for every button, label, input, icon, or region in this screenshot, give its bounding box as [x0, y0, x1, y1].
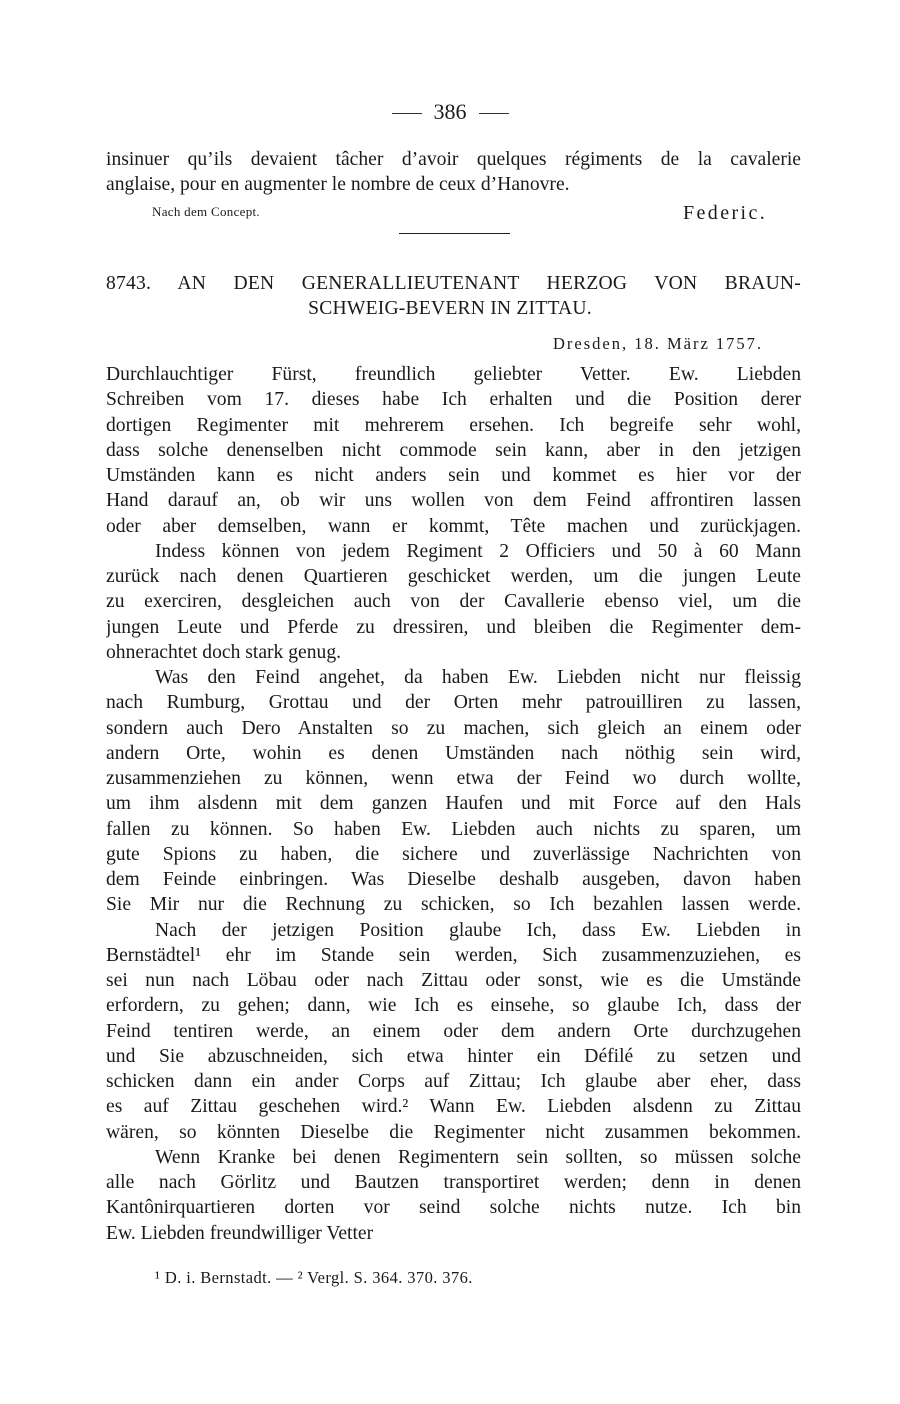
- body-line: gute Spions zu haben, die sichere und zuverlässige Nachrichten von: [106, 844, 801, 865]
- body-line: Umständen kann es nicht anders sein und kommet es hier vor der: [106, 465, 801, 486]
- place-date: Dresden, 18. März 1757.: [553, 334, 764, 353]
- body-line: wären, so könnten Dieselbe die Regimenter nicht zusammen bekommen.: [106, 1122, 801, 1143]
- body-line: Durchlauchtiger Fürst, freundlich geliebter Vetter. Ew. Liebden: [106, 364, 801, 385]
- section-divider: [399, 233, 510, 234]
- body-line: zusammenziehen zu können, wenn etwa der Feind wo durch wollte,: [106, 768, 801, 789]
- body-line: jungen Leute und Pferde zu dressiren, und bleiben die Regimenter dem-: [106, 617, 801, 638]
- body-line: dem Feinde einbringen. Was Dieselbe deshalb ausgeben, davon haben: [106, 869, 801, 890]
- previous-letter-line-1: insinuer qu’ils devaient tâcher d’avoir quelques régiments de la cavalerie: [106, 149, 801, 170]
- body-line: zurück nach denen Quartieren geschicket werden, um die jungen Leute: [106, 566, 801, 587]
- body-line: andern Orte, wohin es denen Umständen nach nöthig sein wird,: [106, 743, 801, 764]
- body-line: alle nach Görlitz und Bautzen transportiret werden; denn in denen: [106, 1172, 801, 1193]
- body-line: Wenn Kranke bei denen Regimentern sein sollten, so müssen solche: [155, 1147, 801, 1168]
- body-line: dortigen Regimenter mit mehrerem ersehen. Ich begreife sehr wohl,: [106, 415, 801, 436]
- header-dash-right: [479, 113, 509, 114]
- body-line: Hand darauf an, ob wir uns wollen von dem Feind affrontiren lassen: [106, 490, 801, 511]
- letter-title-1: AN DEN GENERALLIEUTENANT HERZOG VON BRAUN-: [177, 273, 801, 294]
- body-line: schicken dann ein ander Corps auf Zittau; Ich glaube aber eher, dass: [106, 1071, 801, 1092]
- source-note: Nach dem Concept.: [152, 204, 260, 219]
- body-line: und Sie abzuschneiden, sich etwa hinter ein Défilé zu setzen und: [106, 1046, 801, 1067]
- body-line: sei nun nach Löbau oder nach Zittau oder sonst, wie es die Umstände: [106, 970, 801, 991]
- letter-heading-line-1: [106, 273, 801, 295]
- page-header: [0, 99, 900, 125]
- body-line: erfordern, zu gehen; dann, wie Ich es einsehe, so glaube Ich, dass der: [106, 995, 801, 1016]
- body-line: Indess können von jedem Regiment 2 Officiers und 50 à 60 Mann: [155, 541, 801, 562]
- body-line: Nach der jetzigen Position glaube Ich, dass Ew. Liebden in: [155, 920, 801, 941]
- body-line: nach Rumburg, Grottau und der Orten mehr patrouilliren zu lassen,: [106, 692, 801, 713]
- body-line: Feind tentiren werde, an einem oder dem andern Orte durchzugehen: [106, 1021, 801, 1042]
- page-number: 386: [433, 99, 467, 124]
- signature: Federic.: [683, 202, 768, 224]
- body-line: dass solche denenselben nicht commode sein kann, aber in den jetzigen: [106, 440, 801, 461]
- previous-letter-line-2: anglaise, pour en augmenter le nombre de ceux d’Hanovre.: [106, 174, 570, 195]
- body-line: ohnerachtet doch stark genug.: [106, 642, 342, 663]
- letter-title-2: SCHWEIG-BEVERN IN ZITTAU.: [308, 298, 592, 319]
- body-line: Ew. Liebden freundwilliger Vetter: [106, 1223, 374, 1244]
- header-dash-left: [392, 113, 422, 114]
- body-line: oder aber demselben, wann er kommt, Tête machen und zurückjagen.: [106, 516, 801, 537]
- body-line: um ihm alsdenn mit dem ganzen Haufen und mit Force auf den Hals: [106, 793, 801, 814]
- body-line: fallen zu können. So haben Ew. Liebden auch nichts zu sparen, um: [106, 819, 801, 840]
- letter-number: 8743.: [106, 273, 152, 294]
- body-line: Kantônirquartieren dorten vor seind solche nichts nutze. Ich bin: [106, 1197, 801, 1218]
- body-line: zu exerciren, desgleichen auch von der Cavallerie ebenso viel, um die: [106, 591, 801, 612]
- body-line: es auf Zittau geschehen wird.² Wann Ew. Liebden alsdenn zu Zittau: [106, 1096, 801, 1117]
- body-line: Bernstädtel¹ ehr im Stande sein werden, Sich zusammenzuziehen, es: [106, 945, 801, 966]
- footnotes: ¹ D. i. Bernstadt. — ² Vergl. S. 364. 370. 376.: [155, 1268, 473, 1287]
- body-line: Was den Feind angehet, da haben Ew. Liebden nicht nur fleissig: [155, 667, 801, 688]
- body-line: Schreiben vom 17. dieses habe Ich erhalten und die Position derer: [106, 389, 801, 410]
- body-line: sondern auch Dero Anstalten so zu machen, sich gleich an einem oder: [106, 718, 801, 739]
- body-line: Sie Mir nur die Rechnung zu schicken, so Ich bezahlen lassen werde.: [106, 894, 801, 915]
